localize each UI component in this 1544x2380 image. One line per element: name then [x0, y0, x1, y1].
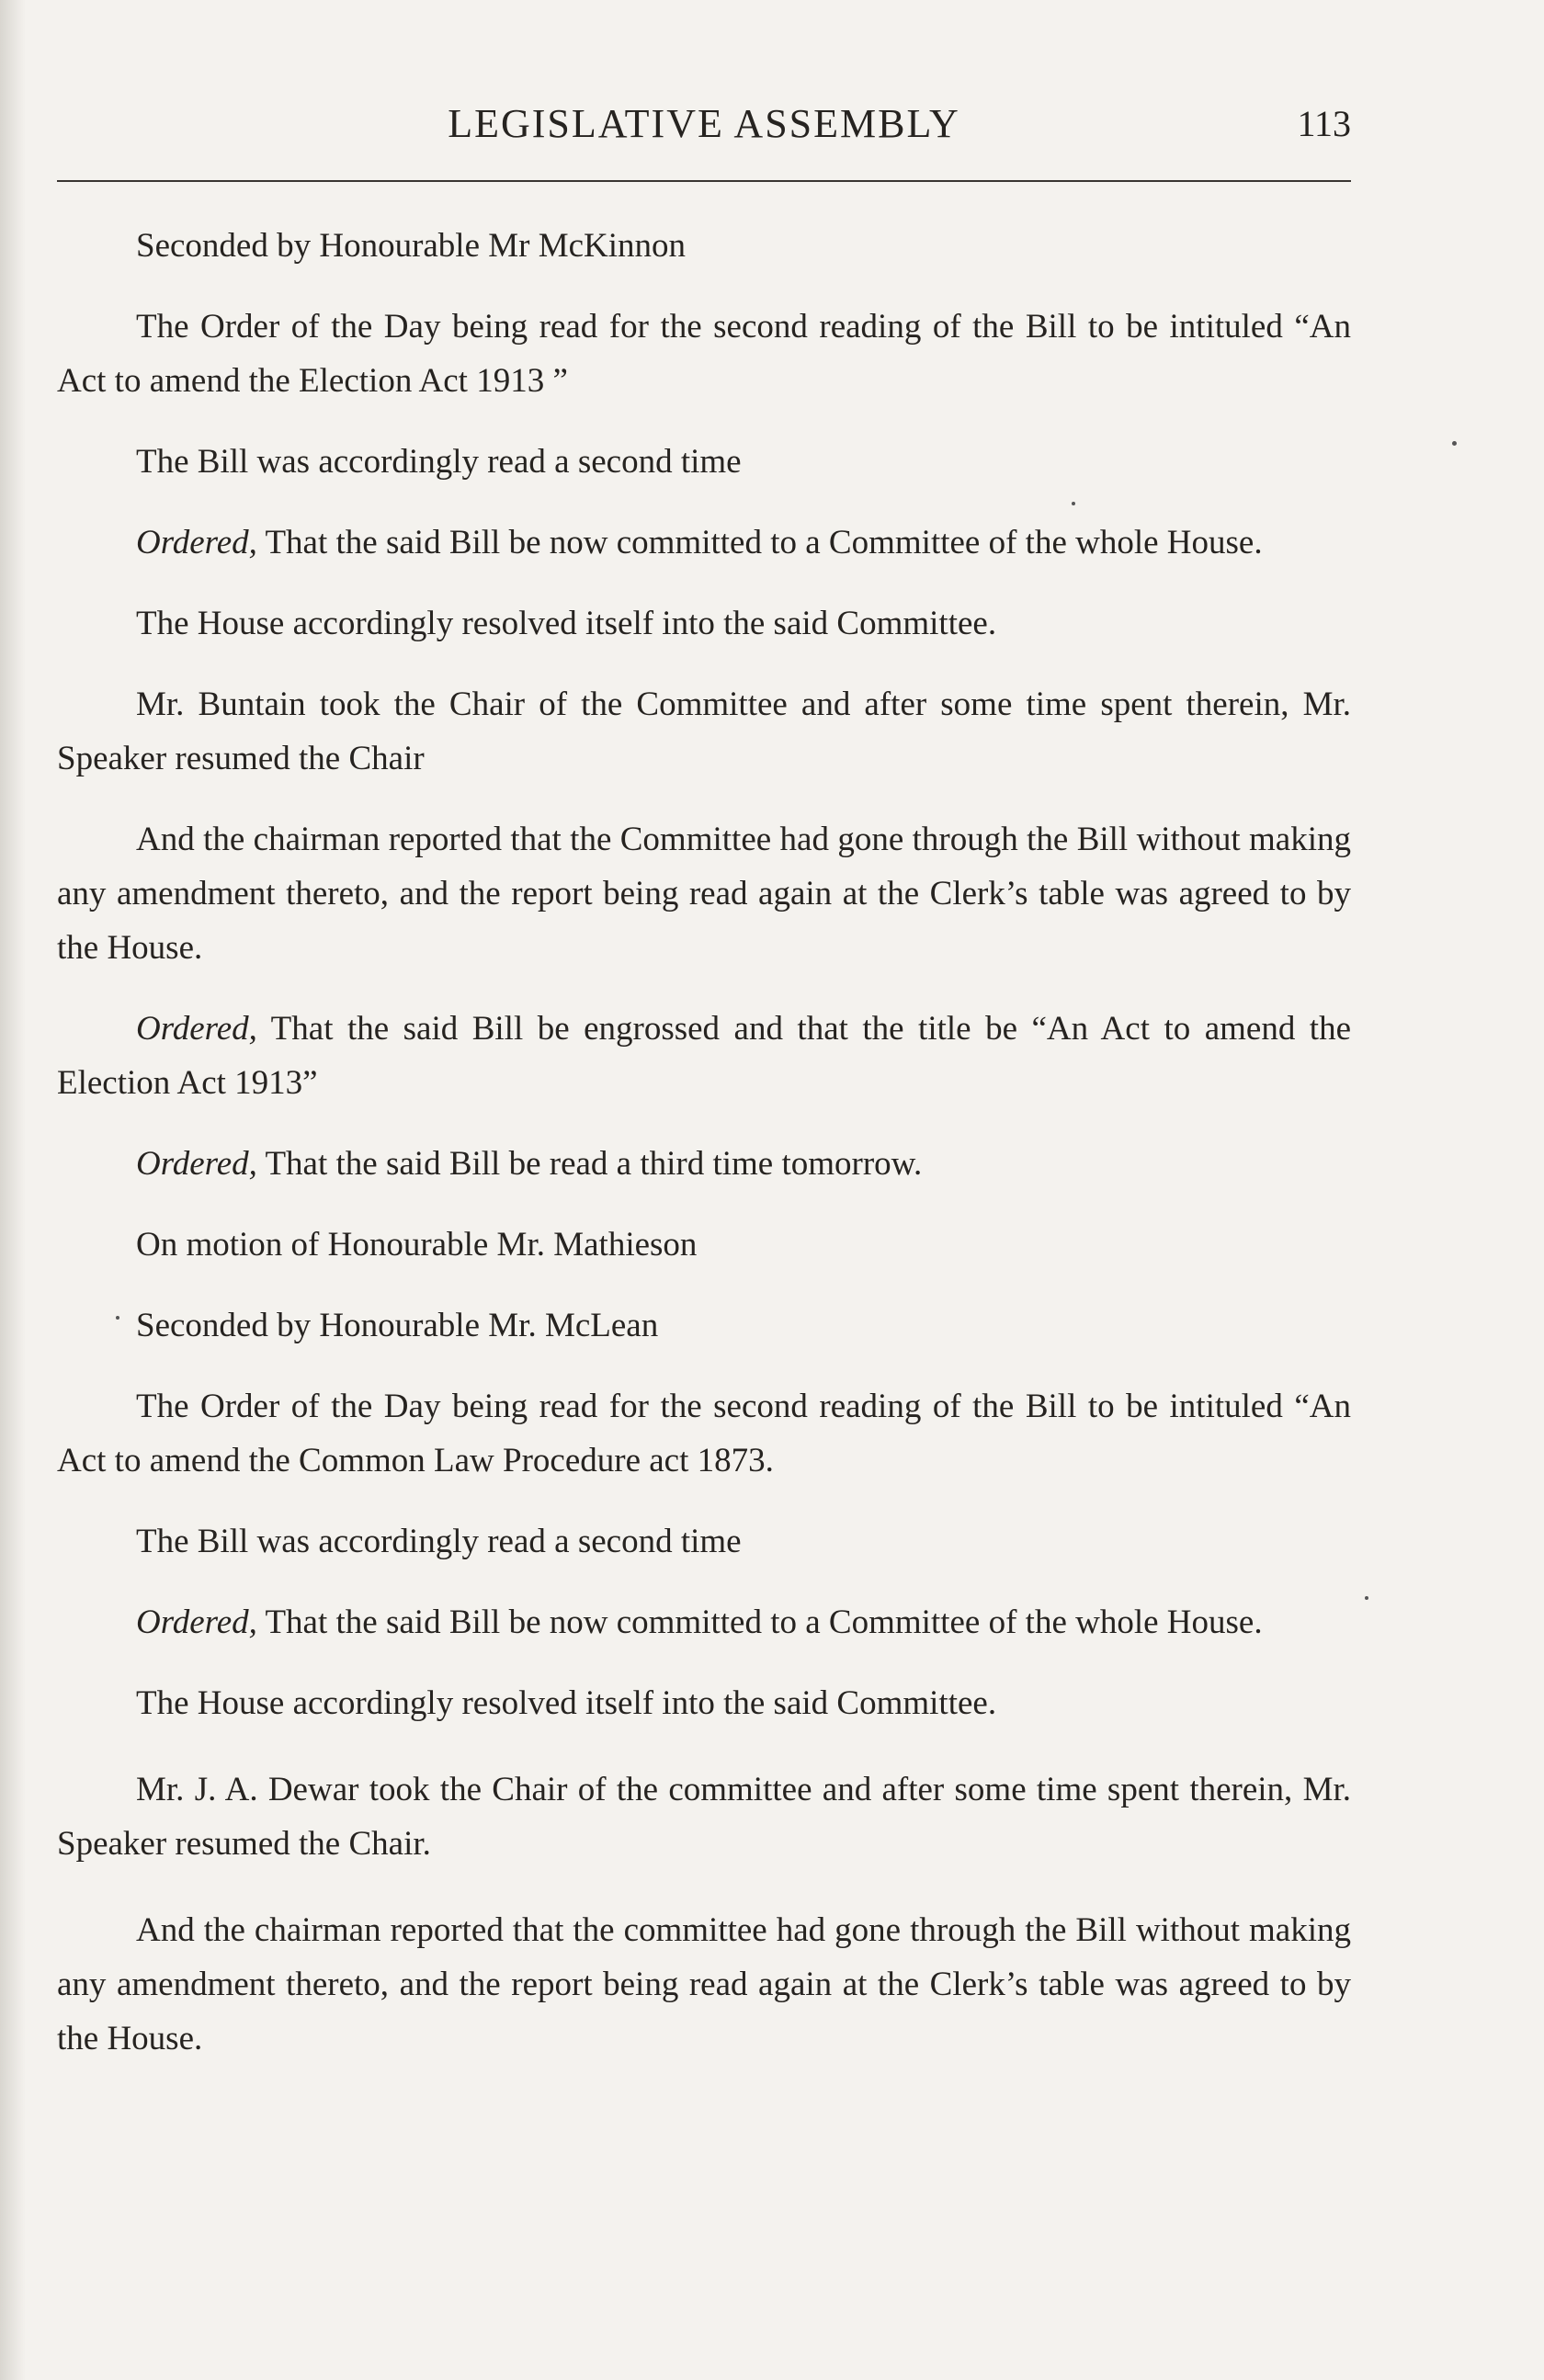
paragraph: On motion of Honourable Mr. Mathieson [136, 1226, 698, 1264]
print-speck [1072, 502, 1075, 505]
paragraph: And the chairman reported that the committee had gone through the Bill without making any amendment thereto, and the report being read again at the Clerk’s table was agreed to by the House. [57, 1911, 1351, 2057]
paragraph: The House accordingly resolved itself into the said Committee. [136, 1684, 997, 1722]
print-speck [1365, 1596, 1368, 1600]
body-text [57, 219, 1351, 2066]
print-speck [116, 1316, 119, 1320]
paragraph: And the chairman reported that the Committee had gone through the Bill without making any amendment thereto, and the report being read again at the Clerk’s table was agreed to by the House. [57, 821, 1351, 967]
print-speck [1452, 441, 1457, 446]
paragraph: Mr. Buntain took the Chair of the Committee and after some time spent therein, Mr. Speaker resumed the Chair [57, 686, 1351, 777]
paragraph: Ordered, That the said Bill be now committed to a Committee of the whole House. [136, 524, 1263, 561]
paragraph: Ordered, That the said Bill be now committed to a Committee of the whole House. [136, 1604, 1263, 1641]
paragraph: Seconded by Honourable Mr. McLean [136, 1307, 659, 1344]
paragraph: The House accordingly resolved itself into the said Committee. [136, 605, 997, 642]
page-edge-shadow [0, 0, 26, 2380]
paragraph: Seconded by Honourable Mr McKinnon [136, 227, 687, 265]
paragraph: Mr. J. A. Dewar took the Chair of the committee and after some time spent therein, Mr. Speaker resumed the Chair. [57, 1771, 1351, 1863]
page-number: 113 [1297, 103, 1351, 144]
paragraph: The Bill was accordingly read a second time [136, 1523, 742, 1560]
header-rule [57, 180, 1351, 182]
paragraph: The Order of the Day being read for the second reading of the Bill to be intituled “An Act to amend the Election Act 1913 ” [57, 308, 1351, 400]
paragraph: Ordered, That the said Bill be read a third time tomorrow. [136, 1145, 923, 1183]
page-header [57, 96, 1351, 152]
paragraph: The Order of the Day being read for the second reading of the Bill to be intituled “An Act to amend the Common Law Procedure act 1873. [57, 1388, 1351, 1479]
running-title: LEGISLATIVE ASSEMBLY [448, 101, 960, 146]
paragraph: The Bill was accordingly read a second time [136, 443, 742, 481]
paragraph: Ordered, That the said Bill be engrossed and that the title be “An Act to amend the Election Act 1913” [57, 1010, 1351, 1102]
